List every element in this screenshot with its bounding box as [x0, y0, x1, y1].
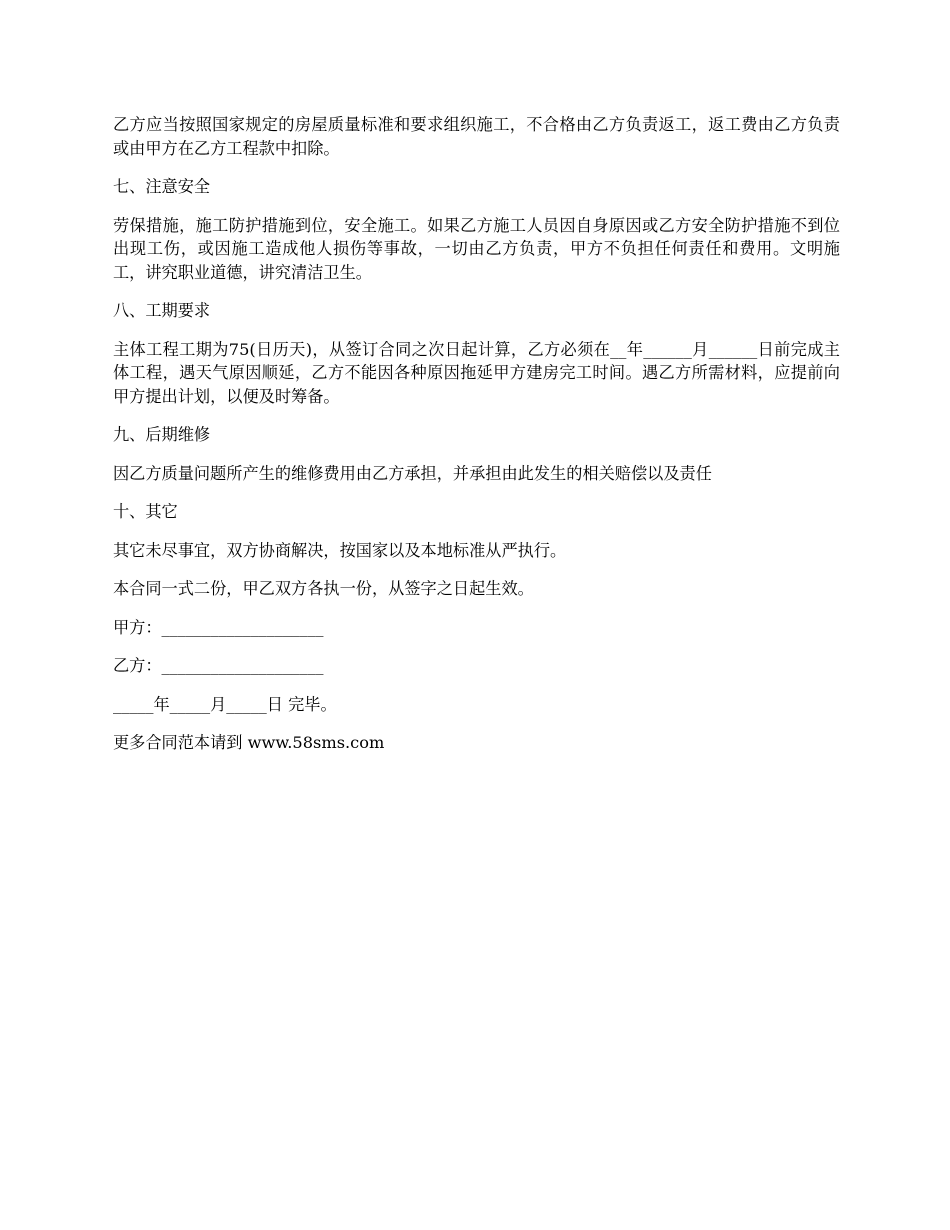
signature-line-party-b: 乙方：____________________ — [113, 656, 324, 675]
section-heading-safety: 七、注意安全 — [113, 177, 211, 196]
paragraph-schedule: 主体工程工期为75(日历天)，从签订合同之次日起计算，乙方必须在__年______月______日前完成主体工程，遇天气原因顺延，乙方不能因各种原因拖延甲方建房完工时间。遇乙方所需材料，应提前向甲方提出计划，以便及时筹备。 — [113, 339, 840, 406]
section-heading-maintenance: 九、后期维修 — [113, 425, 211, 444]
section-heading-schedule: 八、工期要求 — [113, 301, 211, 320]
footer-link-text: 更多合同范本请到 www.58sms.com — [113, 733, 385, 752]
paragraph-other-matters: 其它未尽事宜，双方协商解决，按国家以及本地标准从严执行。 — [113, 540, 567, 560]
document-page — [113, 113, 840, 755]
paragraph-copies: 本合同一式二份，甲乙双方各执一份，从签字之日起生效。 — [113, 579, 534, 598]
section-heading-other: 十、其它 — [113, 502, 178, 521]
date-line: _____年_____月_____日 完毕。 — [113, 694, 337, 714]
paragraph-construction-quality: 乙方应当按照国家规定的房屋质量标准和要求组织施工，不合格由乙方负责返工，返工费由乙方负责或由甲方在乙方工程款中扣除。 — [113, 115, 840, 158]
paragraph-safety: 劳保措施，施工防护措施到位，安全施工。如果乙方施工人员因自身原因或乙方安全防护措施不到位出现工伤，或因施工造成他人损伤等事故，一切由乙方负责，甲方不负担任何责任和费用。文明施工，讲究职业道德，讲究清洁卫生。 — [113, 215, 840, 282]
signature-line-party-a: 甲方：____________________ — [113, 617, 324, 637]
paragraph-maintenance: 因乙方质量问题所产生的维修费用由乙方承担，并承担由此发生的相关赔偿以及责任 — [113, 463, 712, 483]
